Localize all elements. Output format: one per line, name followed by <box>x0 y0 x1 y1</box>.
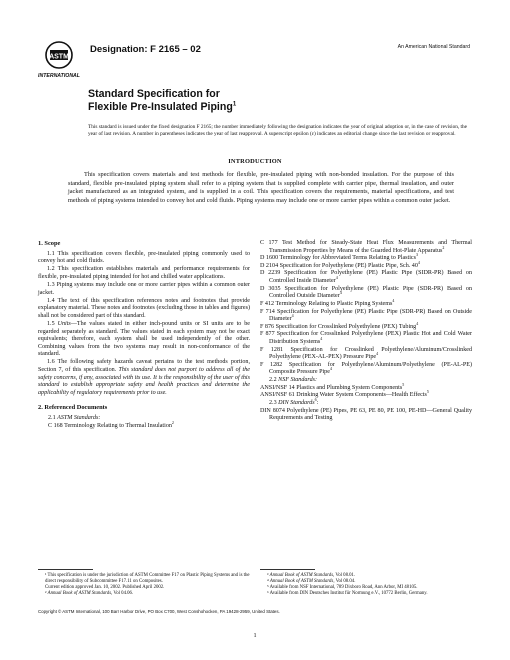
designation: Designation: F 2165 – 02 <box>90 44 201 55</box>
subsection-2-1: 2.1 ASTM Standards: <box>48 414 101 421</box>
ref-f877: F 877 Specification for Crosslinked Polyethylene (PEX) Plastic Hot and Cold Water Distribution Systems$^4$ <box>260 331 472 345</box>
para-1-3: 1.3 Piping systems may include one or more carrier pipes within a common outer jacket. <box>38 281 250 296</box>
ref-d2239: D 2239 Specification for Polyethylene (PE) Plastic Pipe (SIDR-PR) Based on Controlled Inside Diameter$^4$ <box>260 270 472 285</box>
footnote-1-edition: Current edition approved Jan. 10, 2002. Published April 2002. <box>45 585 165 590</box>
ref-f1282: F 1282 Specification for Polyethylene/Aluminum/Polyethylene (PE-AL-PE) Composite Pressure Pipe$^4$ <box>260 361 472 376</box>
document-title <box>88 88 236 113</box>
footnote-divider-left <box>38 569 93 570</box>
footnote-divider-right <box>260 569 315 570</box>
astm-logo <box>38 36 84 82</box>
ref-f876: F 876 Specification for Crosslinked Polyethylene (PEX) Tubing$^4$ <box>260 320 419 330</box>
issue-note: This standard is issued under the fixed designation F 2165; the number immediately following the designation indicates the year of original adoption or, in the case of revision, the year of last revision. A number in parentheses indicates the year of last reapproval. A superscript epsilon (ε) indicates an editorial change since the last revision or reapproval. <box>88 124 468 137</box>
astm-logo-icon <box>38 36 84 82</box>
para-1-1: 1.1 This specification covers flexible, pre-insulated piping commonly used to convey hot and cold fluids. <box>38 250 250 265</box>
ref-c177: C 177 Test Method for Steady-State Heat Flux Measurements and Thermal Transmission Properties by Means of the Guarded Hot-Plate Apparatus$^2$ <box>260 240 472 254</box>
footnote-6: ⁶ Available from DIN Deutsches Institut für Normung e.V., 10772 Berlin, Germany. <box>267 591 428 596</box>
para-1-5: 1.5 Units—The values stated in either inch-pound units or SI units are to be regarded separately as standard. The values stated in each system may not be exact equivalents; therefore, each system shall be used independently of the other. Combining values from the two systems may result in non-conformance of the standard. <box>38 320 251 358</box>
svg-text:INTERNATIONAL: INTERNATIONAL <box>38 73 80 79</box>
ref-din8074: DIN 8074 Polyethylene (PE) Pipes, PE 63, PE 80, PE 100, PE-HD—General Quality Requirements and Testing <box>260 407 472 422</box>
title-line-1: Standard Specification for <box>88 88 220 100</box>
introduction-heading: INTRODUCTION <box>228 158 282 165</box>
ref-nsf14: ANSI/NSF 14 Plastics and Plumbing System Components$^5$ <box>260 381 405 391</box>
section-referenced-heading: 2. Referenced Documents <box>38 404 108 412</box>
introduction-text: This specification covers materials and test methods for flexible, pre-insulated piping with non-bonded insulation. For the purpose of this standard, flexible pre-insulated piping system shall refer to a piping system that is supplied complete with carrier pipe, thermal insulation, and outer jacket manufactured as an integrated system, and is supplied in a coil. This specification covers the requirements, material specifications, and test methods of piping systems intended to convey hot and cold fluids. Piping systems may include one or more carrier pipes within a common outer jacket. <box>68 171 454 204</box>
page-number: 1 <box>253 632 257 639</box>
ref-d2104: D 2104 Specification for Polyethylene (PE) Plastic Pipe, Sch. $40^4$ <box>260 259 420 269</box>
ref-d3035: D 3035 Specification for Polyethylene (PE) Plastic Pipe (SDR-PR) Based on Controlled Outside Diameter$^4$ <box>260 285 472 300</box>
ref-nsf61: ANSI/NSF 61 Drinking Water System Components—Health Effects$^5$ <box>260 389 429 399</box>
left-column <box>38 240 250 430</box>
ref-f1281: F 1281 Specification for Crosslinked Polyethylene/Aluminum/Crosslinked Polyethylene (PEX-AL-PEX) Pressure Pipe$^4$ <box>260 346 472 361</box>
footnote-2: ² Annual Book of ASTM Standards, Vol 04.06. <box>45 591 134 596</box>
subsection-2-2: 2.2 NSF Standards: <box>269 377 318 384</box>
para-1-2: 1.2 This specification establishes materials and performance requirements for flexible, pre-insulated piping intended for hot and chilled water applications. <box>38 266 250 280</box>
title-line-2: Flexible Pre-Insulated Piping$^1$ <box>88 100 237 113</box>
ref-d1600: D 1600 Terminology for Abbreviated Terms Relating to Plastics$^3$ <box>260 252 418 262</box>
footnote-4: ⁴ Annual Book of ASTM Standards, Vol 08.04. <box>267 579 356 584</box>
subsection-2-3: 2.3 DIN Standards$^6$: <box>269 396 319 406</box>
ref-c168: C 168 Terminology Relating to Thermal Insulation$^2$ <box>48 419 174 429</box>
footnote-5: ⁵ Available from NSF International, 789 Dixboro Road, Ann Arbor, MI 48105. <box>267 585 418 590</box>
standard-type: An American National Standard <box>397 44 470 50</box>
copyright-line: Copyright © ASTM International, 100 Barr Harbor Drive, PO Box C700, West Conshohocken, PA 19428-2959, United States. <box>38 609 280 614</box>
footnotes-right <box>260 573 472 597</box>
footnotes-left <box>38 573 250 597</box>
footnote-3: ³ Annual Book of ASTM Standards, Vol 08.01. <box>267 573 356 578</box>
para-1-6: 1.6 The following safety hazards caveat pertains to the test methods portion, Section 7, of this specification. This standard does not purport to address all of the safety concerns, if any, associated with its use. It is the responsibility of the user of this standard to establish appropriate safety and health practices and determine the applicability of regulatory requirements prior to use. <box>38 359 250 396</box>
footnote-1: ¹ This specification is under the jurisdiction of ASTM Committee F17 on Plastic Piping Systems and is the direct responsibility of Subcommittee F17.11 on Composites. <box>45 573 250 584</box>
ref-f714: F 714 Specification for Polyethylene (PE) Plastic Pipe (SDR-PR) Based on Outside Diameter$^4$ <box>260 308 472 323</box>
right-column <box>260 240 472 423</box>
ref-f412: F 412 Terminology Relating to Plastic Piping Systems$^4$ <box>260 297 395 307</box>
section-scope-heading: 1. Scope <box>38 240 61 247</box>
svg-text:ASTM: ASTM <box>49 53 69 61</box>
para-1-4: 1.4 The text of this specification references notes and footnotes that provide explanatory material. These notes and footnotes (excluding those in tables and figures) shall not be considered part of this standard. <box>38 297 250 319</box>
